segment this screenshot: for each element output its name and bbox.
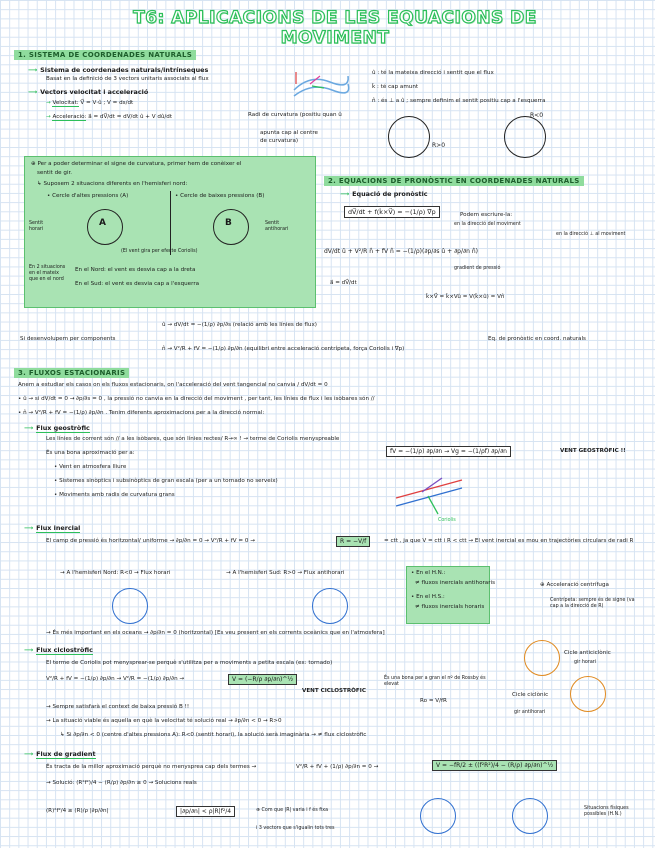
gradient-condition-box: |∂p/∂n| < ρ|R|f²/4 <box>176 806 235 817</box>
cyclostrophic-line3: → La situació viable és aquella en què la velocitat té solució real → ∂p/∂n < 0 → R>0 <box>46 718 282 724</box>
section2-sub: ⟶ Equació de pronòstic <box>340 190 428 198</box>
components-intro: Si desenvolupem per components <box>20 336 116 342</box>
hn-note: ≠ fluxos inercials antihoraris <box>415 580 495 586</box>
component-n: n̂ → V²/R + fV = −(1/ρ) ∂p/∂n (equilibri entre acceleració centrípeta, força Coriolis i ∇⃗p) <box>162 346 405 352</box>
r-positive-label: R>0 <box>432 142 446 149</box>
curvature-circle-negative <box>504 116 546 158</box>
section-header-2: 2. EQUACIONS DE PRONÒSTIC EN COORDENADES NATURALS <box>324 176 584 186</box>
gradient-line2: → Solució: (R²f²)/4 − (R/ρ) ∂p/∂n ≥ 0 → Solucions reals <box>46 780 197 786</box>
oceans-note: → És més important en els oceans → ∂p/∂n = 0 (horitzontal) [Es veu present en els corrents oceànics que en l'atmosfera] <box>46 630 385 636</box>
radi-note: Radi de curvatura (positiu quan û <box>248 112 342 118</box>
inertial-line1: El camp de pressió és horitzontal/ uniforme → ∂p/∂n = 0 → V²/R + fV = 0 → <box>46 538 255 544</box>
section-header-1: 1. SISTEMA DE COORDENADES NATURALS <box>14 50 196 60</box>
geostrophic-equation: fV = −(1/ρ) ∂p/∂n → Vg = −(1/ρf) ∂p/∂n <box>386 446 511 457</box>
box1-high-pressure: • Cercle d'altes pressions (A) <box>47 193 129 199</box>
coriolis-note: (El vent gira per efecte Coriolis) <box>121 249 198 254</box>
gradient-line1: És tracta de la millor aproximació perquè no menysprea cap dels termes → <box>46 764 257 770</box>
hn-label: • En el H.N.: <box>411 570 446 576</box>
gradient-header: ⟶ Flux de gradient <box>24 750 96 758</box>
box1-low-pressure: • Cercle de baixes pressions (B) <box>175 193 265 199</box>
cyclostrophic-equation: V²/R + fV = −(1/ρ) ∂p/∂n → V²/R = −(1/ρ) ∂p/∂n → <box>46 676 185 682</box>
section-header-3: 3. FLUXOS ESTACIONARIS <box>14 368 129 378</box>
section3-intro: Anem a estudiar els casos on els fluxos estacionaris, on l'acceleració del vent tangencial no canvia / dV/dt = 0 <box>18 382 328 388</box>
section1-line3: ⟶ Vectors velocitat i acceleració <box>28 88 149 96</box>
geostrophic-line3: • Vent en atmosfera lliure <box>54 464 127 470</box>
cyclostrophic-line1: El terme de Coriolis pot menysprear-se perquè s'utilitza per a moviments a petita escala (ex: tornado) <box>46 660 333 666</box>
hemisphere-box <box>406 566 495 624</box>
inertial-north: → A l'hemisferi Nord: R<0 → Flux horari <box>60 570 171 576</box>
gradient-note: gradient de pressió <box>454 266 501 271</box>
cyclostrophic-line4: ↳ Si ∂p/∂n < 0 (centre d'altes pressions A): R<0 (sentit horari), la solució serà imaginària → ≠ flux ciclostròfic <box>60 732 367 738</box>
acceleration-line: → Acceleració: a⃗ = dV⃗/dt = dV/dt û + V dû/dt <box>46 114 173 120</box>
inertial-north-circle <box>112 588 148 624</box>
geostrophic-line5: • Moviments amb radis de curvatura grans <box>54 492 175 498</box>
antihorari-label: gir antihorari <box>514 710 546 715</box>
cyclonic-circle <box>570 676 606 712</box>
box1-line3: ↳ Suposem 2 situacions diferents en l'hemisferi nord: <box>37 181 188 187</box>
inertial-south: → A l'hemisferi Sud: R>0 → Flux antihorari <box>226 570 345 576</box>
radi-note-2: apunta cap al centre <box>260 130 318 136</box>
geostrophic-line2: És una bona aproximació per a: <box>46 450 135 456</box>
accel-centrifuga: ⊕ Acceleració centrífuga <box>540 582 609 588</box>
gradient-velocity-box: V = −fR/2 ± ((f²R²)/4 − (R/ρ) ∂p/∂n)^½ <box>432 760 557 771</box>
wind-sketch-icon <box>290 70 350 104</box>
anticyclonic-circle <box>524 640 560 676</box>
rossby-note: És una bona per a gran el nº de Rossby és elevat <box>384 676 486 687</box>
radi-note-3: de curvatura) <box>260 138 299 144</box>
inertial-line2: = ctt , ja que V = ctt i R < ctt → El vent inercial es mou en trajectòries circulars de radi R <box>384 538 634 544</box>
box1-nord: En el Nord: el vent es desvia cap a la dreta <box>75 267 196 273</box>
inertial-header: ⟶ Flux inercial <box>24 524 81 532</box>
box1-divider <box>170 191 171 255</box>
natural-coord-result: Eq. de pronòstic en coord. naturals <box>488 336 586 342</box>
low-pressure-letter: B <box>225 218 232 228</box>
cyclostrophic-velocity-box: V = (−R/ρ ∂p/∂n)^½ <box>228 674 297 685</box>
geostrophic-line1: Les línies de corrent són // a les isòbares, que són línies rectes/ R→∞ ! → terme de Coriolis menyspreable <box>46 436 340 442</box>
n-definition: n̂ : és ⊥ a û ; sempre definim el sentit positiu cap a l'esquerra <box>372 98 546 104</box>
hs-note: ≠ fluxos inercials horaris <box>415 604 485 610</box>
coriolis-label: Coriolis <box>438 518 456 523</box>
direction-movement-note: en la direcció del moviment <box>454 222 521 227</box>
curvature-circle-positive <box>388 116 430 158</box>
box1-line2: sentit de gir. <box>37 170 73 176</box>
component-u: û → dV/dt = −(1/ρ) ∂p/∂s (relació amb les línies de flux) <box>162 322 317 328</box>
geostrophic-line4: • Sistemes sinòptics i subsinòptics de gran escala (per a un tornado no serveix) <box>54 478 278 484</box>
horari-label: gir horari <box>574 660 597 665</box>
gradient-circle-1 <box>420 798 456 834</box>
section1-line2: Basat en la definició de 3 vectors unitaris associats al flux <box>46 76 209 82</box>
hs-label: • En el H.S.: <box>411 594 445 600</box>
section3-n: • n̂ → V²/R + fV = −(1/ρ) ∂p/∂n . Tenim diferents aproximacions per a la direcció normal: <box>18 410 265 416</box>
box1-sud: En el Sud: el vent es desvia cap a l'esquerra <box>75 281 200 287</box>
gradient-equation: V²/R + fV + (1/ρ) ∂p/∂n = 0 → <box>296 764 379 770</box>
geostrophic-wind-label: VENT GEOSTRÒFIC !! <box>560 448 626 454</box>
gradient-note2: i 3 vectors que s'igualin tots tres <box>256 826 335 831</box>
prognostic-equation-box: dV⃗/dt + f(k̂×V⃗) = −(1/ρ) ∇⃗p <box>344 206 440 218</box>
gradient-circle-2 <box>512 798 548 834</box>
accel-centripeta: Centrípeta: sempre és de signe (va cap a la direcció de R) <box>550 598 635 609</box>
box1-situ: En 2 situacions en el mateix que en el nord <box>29 265 66 282</box>
cyclostrophic-line2: → Sempre satisfarà el context de baixa pressió B !! <box>46 704 190 710</box>
section3-u: • û → si dV/dt = 0 → ∂p/∂s = 0 , la pressió no canvia en la direcció del moviment , per tant, les línies de flux i les isòbares són // <box>18 396 375 402</box>
section1-line1: ⟶ Sistema de coordenades naturals/intrínseques <box>28 66 209 74</box>
inertial-radius-equation: R = −V/f <box>336 536 370 547</box>
sentit-antihorari-label: Sentit antihorari <box>265 221 289 232</box>
velocity-line: → Velocitat: V⃗ = V·û ; V = ds/dt <box>46 100 134 106</box>
page-title: T6: APLICACIONS DE LES EQUACIONS DE MOVIMENT <box>133 8 537 48</box>
acceleration-definition: a⃗ = dV⃗/dt <box>330 280 357 286</box>
cyclostrophic-header: ⟶ Flux ciclostròfic <box>24 646 93 654</box>
rossby-formula: Ro = V/fR <box>420 698 447 704</box>
coriolis-note-box <box>24 156 316 308</box>
cyclonic-label: Cicle ciclònic <box>512 692 549 698</box>
final-note: Situacions físiques possibles (H.N.) <box>584 806 629 817</box>
cross-product: k̂×V⃗ = k̂×Vû = V(k̂×û) = Vn̂ <box>426 294 505 300</box>
expanded-equation: dV/dt û + V²/R n̂ + fV n̂ = −(1/ρ)(∂p/∂s û + ∂p/∂n n̂) <box>324 248 478 255</box>
u-definition: û : té la mateixa direcció i sentit que el flux <box>372 70 494 76</box>
gradient-inequality: (R)²f²/4 ≥ (R)/ρ |∂p/∂n| <box>46 808 109 814</box>
cyclostrophic-wind-label: VENT CICLOSTRÒFIC <box>302 688 366 694</box>
direction-perp-note: en la direcció ⊥ al moviment <box>556 232 626 237</box>
anticyclonic-label: Cicle anticiclònic <box>564 650 611 656</box>
podem-text: Podem escriure-la: <box>460 212 513 218</box>
inertial-south-circle <box>312 588 348 624</box>
sentit-horari-label: Sentit horari <box>29 221 44 232</box>
gradient-note1: ⊕ Com que |R| varia i f és fixa <box>256 808 329 813</box>
geostrophic-header: ⟶ Flux geostròfic <box>24 424 90 432</box>
high-pressure-letter: A <box>99 218 106 228</box>
k-definition: k̂ : té cap amunt <box>372 84 419 90</box>
r-negative-label: R<0 <box>530 112 544 119</box>
geostrophic-vector-diagram <box>392 470 472 522</box>
box1-line1: ⊕ Per a poder determinar el signe de curvatura, primer hem de conèixer el <box>31 161 242 167</box>
